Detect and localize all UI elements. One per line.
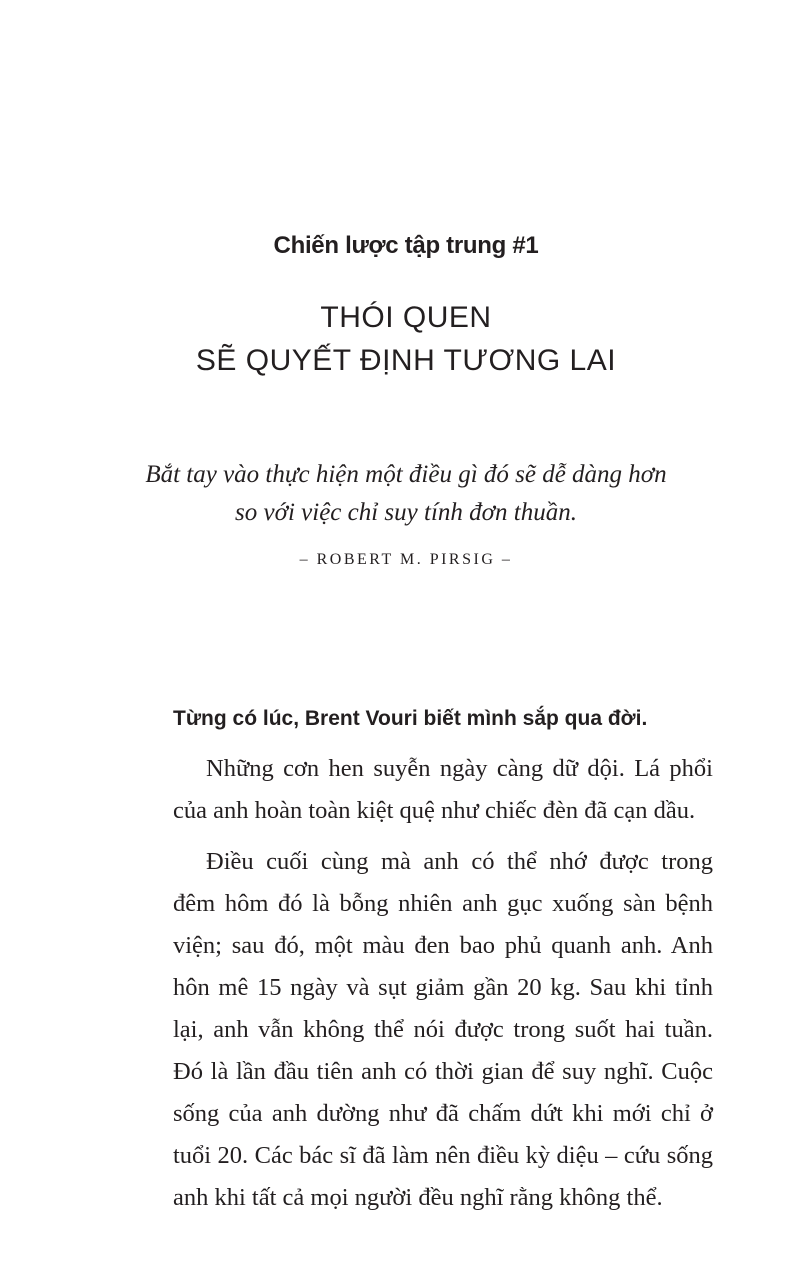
paragraph-2 [173, 841, 713, 1219]
epigraph-attribution: – ROBERT M. PIRSIG – [299, 551, 513, 568]
text-line: sống của anh dường như đã chấm dứt khi mới chỉ ở [173, 1100, 713, 1127]
paragraph-1 [173, 748, 713, 832]
body-text [173, 748, 713, 1228]
epigraph-quote [0, 456, 800, 532]
chapter-title-line-1: THÓI QUEN [320, 301, 492, 334]
text-line: anh khi tất cả mọi người đều nghĩ rằng không thể. [173, 1184, 663, 1211]
lead-sentence: Từng có lúc, Brent Vouri biết mình sắp qua đời. [173, 707, 648, 730]
chapter-title [0, 296, 800, 382]
text-line: Đó là lần đầu tiên anh có thời gian để suy nghĩ. Cuộc [173, 1058, 713, 1085]
text-line: Điều cuối cùng mà anh có thể nhớ được trong [206, 848, 713, 875]
text-line: đêm hôm đó là bỗng nhiên anh gục xuống sàn bệnh [173, 890, 713, 917]
epigraph-line-2: so với việc chỉ suy tính đơn thuần. [235, 499, 577, 526]
epigraph-line-1: Bắt tay vào thực hiện một điều gì đó sẽ dễ dàng hơn [145, 461, 667, 488]
chapter-title-line-2: SẼ QUYẾT ĐỊNH TƯƠNG LAI [195, 344, 617, 377]
chapter-label: Chiến lược tập trung #1 [273, 232, 539, 259]
text-line: viện; sau đó, một màu đen bao phủ quanh anh. Anh [173, 932, 713, 959]
text-line: Những cơn hen suyễn ngày càng dữ dội. Lá phổi [206, 755, 713, 782]
text-line: tuổi 20. Các bác sĩ đã làm nên điều kỳ diệu – cứu sống [173, 1142, 713, 1169]
text-line: hôn mê 15 ngày và sụt giảm gần 20 kg. Sau khi tỉnh [173, 974, 713, 1001]
text-line: lại, anh vẫn không thể nói được trong suốt hai tuần. [173, 1016, 713, 1043]
text-line: của anh hoàn toàn kiệt quệ như chiếc đèn đã cạn dầu. [173, 797, 696, 824]
